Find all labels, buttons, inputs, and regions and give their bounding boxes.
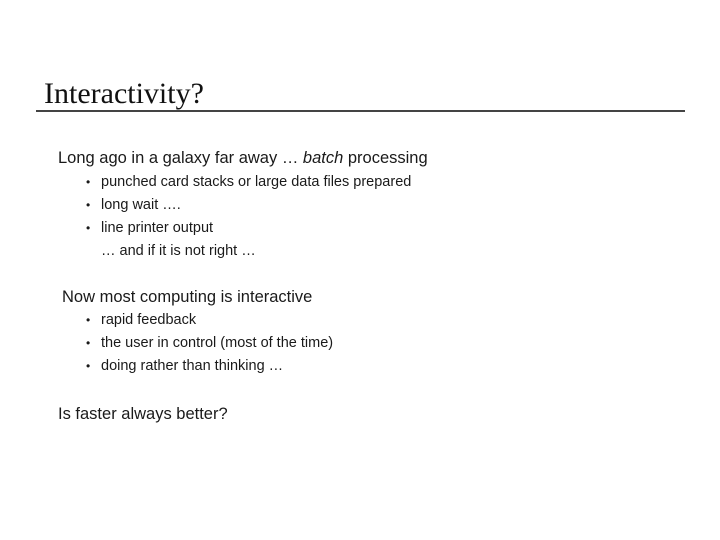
list-item-text: line printer output: [101, 220, 214, 236]
bullet-icon: •: [86, 221, 91, 235]
heading-text-post: processing: [343, 149, 428, 167]
list-item: [86, 194, 411, 217]
list-item-text: long wait ….: [101, 197, 181, 213]
bullet-icon: •: [86, 359, 91, 373]
interactive-computing-bullet-list: [86, 309, 333, 378]
closing-question: Is faster always better?: [58, 405, 228, 423]
list-item-text: rapid feedback: [101, 312, 197, 328]
bullet-icon: •: [86, 313, 91, 327]
batch-processing-continuation: … and if it is not right …: [101, 243, 256, 259]
list-item: [86, 332, 333, 355]
slide-title: Interactivity?: [44, 77, 204, 110]
list-item: [86, 309, 333, 332]
list-item-text: punched card stacks or large data files prepared: [101, 174, 412, 190]
list-item: [86, 171, 411, 194]
list-item: [86, 355, 333, 378]
heading-text-emphasis: batch: [302, 149, 344, 167]
bullet-icon: •: [86, 336, 91, 350]
batch-processing-bullet-list: [86, 171, 411, 240]
list-item: [86, 217, 411, 240]
bullet-icon: •: [86, 198, 91, 212]
list-item-text: doing rather than thinking …: [101, 358, 284, 374]
heading-text-pre: Long ago in a galaxy far away …: [58, 149, 303, 167]
interactive-computing-heading: Now most computing is interactive: [62, 288, 313, 306]
title-divider: [36, 110, 685, 112]
list-item-text: the user in control (most of the time): [101, 335, 334, 351]
batch-processing-heading: [58, 148, 428, 168]
bullet-icon: •: [86, 175, 91, 189]
